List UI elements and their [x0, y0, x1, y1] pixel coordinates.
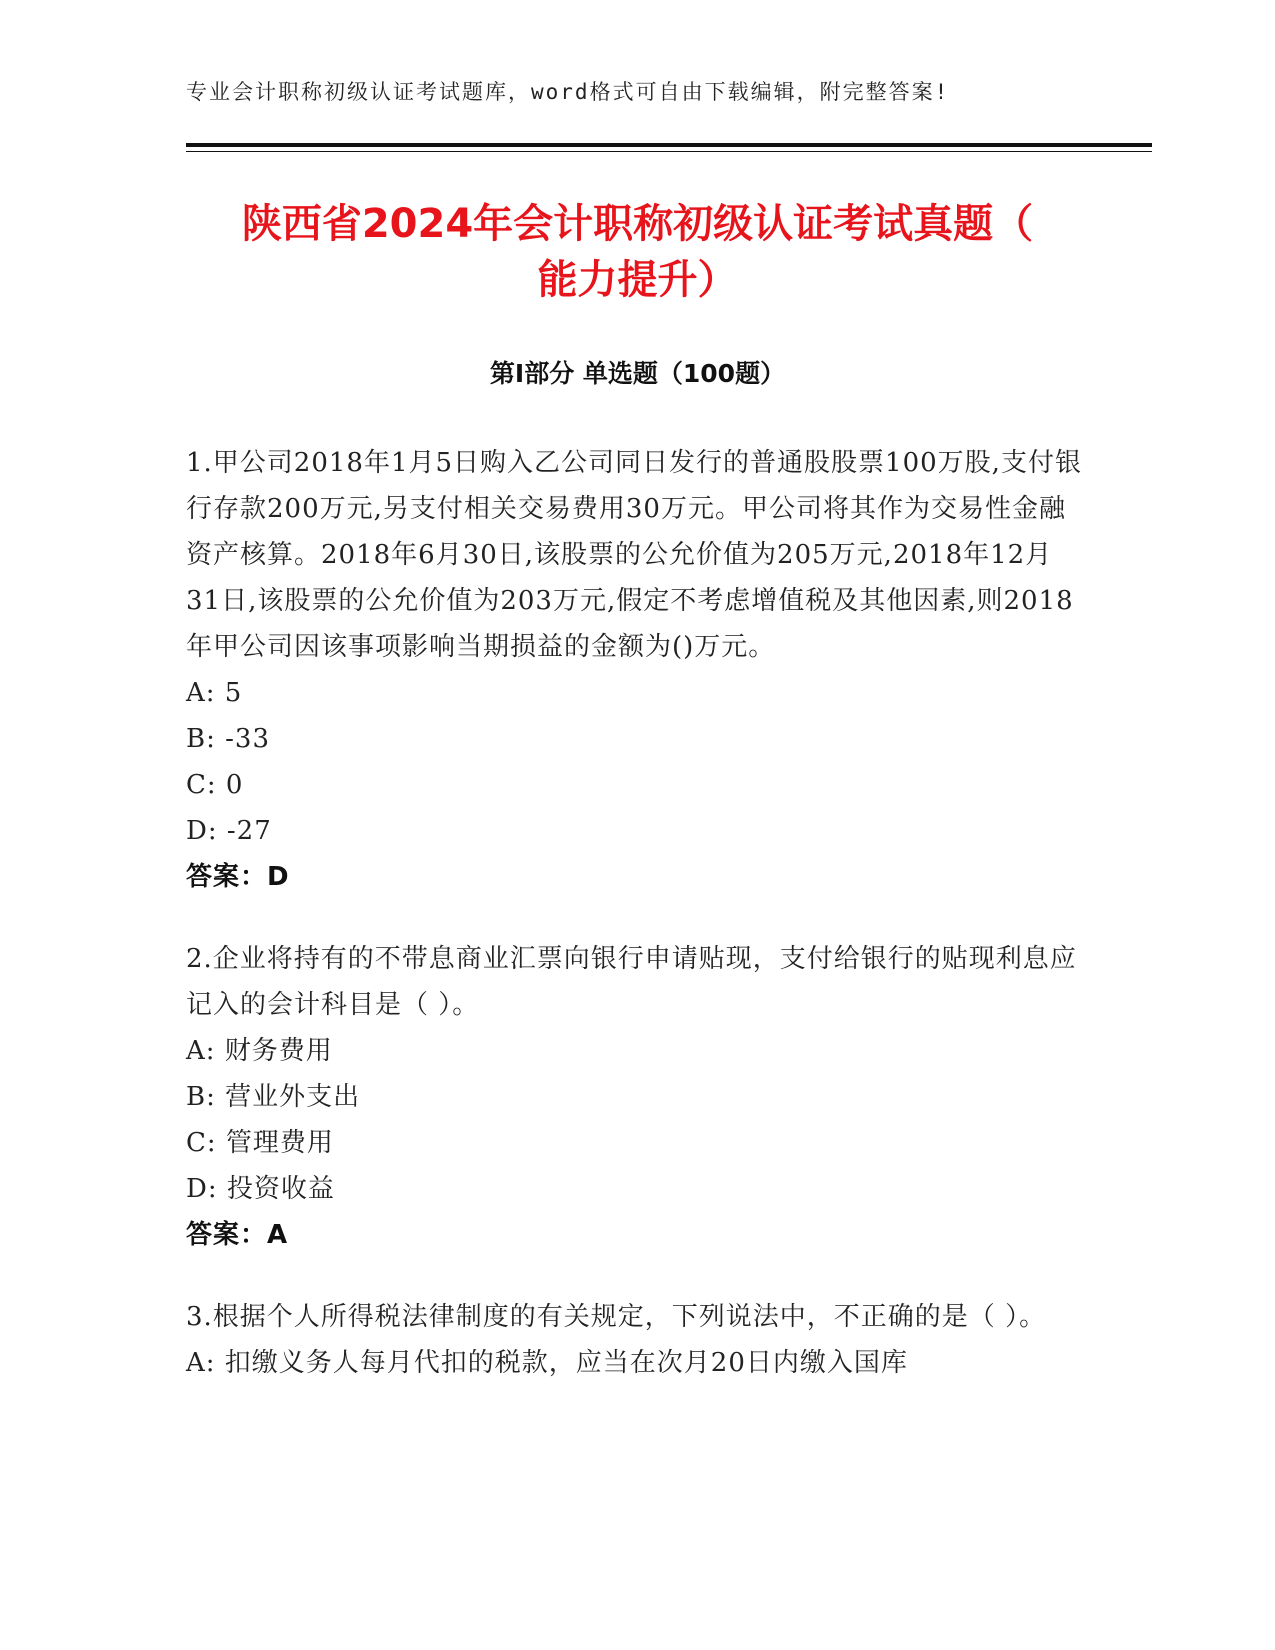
- option-b: B: -33: [186, 724, 270, 754]
- document-title: [150, 196, 1125, 308]
- document-title-line-2: 能力提升）: [537, 257, 738, 303]
- option-d: D: 投资收益: [186, 1174, 335, 1204]
- answer: 答案：D: [186, 862, 290, 892]
- option-c: C: 管理费用: [186, 1128, 334, 1158]
- header-rule-thick: [186, 143, 1152, 147]
- question-1: [186, 440, 1086, 900]
- answer: 答案：A: [186, 1220, 289, 1250]
- option-d: D: -27: [186, 816, 272, 846]
- question-text: 2.企业将持有的不带息商业汇票向银行申请贴现，支付给银行的贴现利息应记入的会计科目是（ ）。: [186, 944, 1077, 1020]
- section-title: 第I部分 单选题（100题）: [489, 359, 786, 388]
- header-note: 专业会计职称初级认证考试题库，word格式可自由下载编辑，附完整答案!: [186, 80, 950, 104]
- question-3: [186, 1294, 1086, 1386]
- option-b: B: 营业外支出: [186, 1082, 361, 1112]
- option-a: A: 5: [186, 678, 243, 708]
- document-title-line-1: 陕西省2024年会计职称初级认证考试真题（: [241, 201, 1034, 247]
- option-c: C: 0: [186, 770, 244, 800]
- header-rule-thin: [186, 151, 1152, 152]
- question-2: [186, 936, 1086, 1258]
- option-a: A: 财务费用: [186, 1036, 333, 1066]
- option-a: A: 扣缴义务人每月代扣的税款，应当在次月20日内缴入国库: [186, 1348, 908, 1378]
- question-text: 3.根据个人所得税法律制度的有关规定，下列说法中，不正确的是（ ）。: [186, 1302, 1047, 1332]
- question-text: 1.甲公司2018年1月5日购入乙公司同日发行的普通股股票100万股,支付银行存款200万元,另支付相关交易费用30万元。甲公司将其作为交易性金融资产核算。2018年6月30日,该股票的公允价值为205万元,2018年12月31日,该股票的公允价值为203万元,假定不考虑增值税及其他因素,则2018年甲公司因该事项影响当期损益的金额为()万元。: [186, 448, 1082, 662]
- question-list: [186, 440, 1086, 1386]
